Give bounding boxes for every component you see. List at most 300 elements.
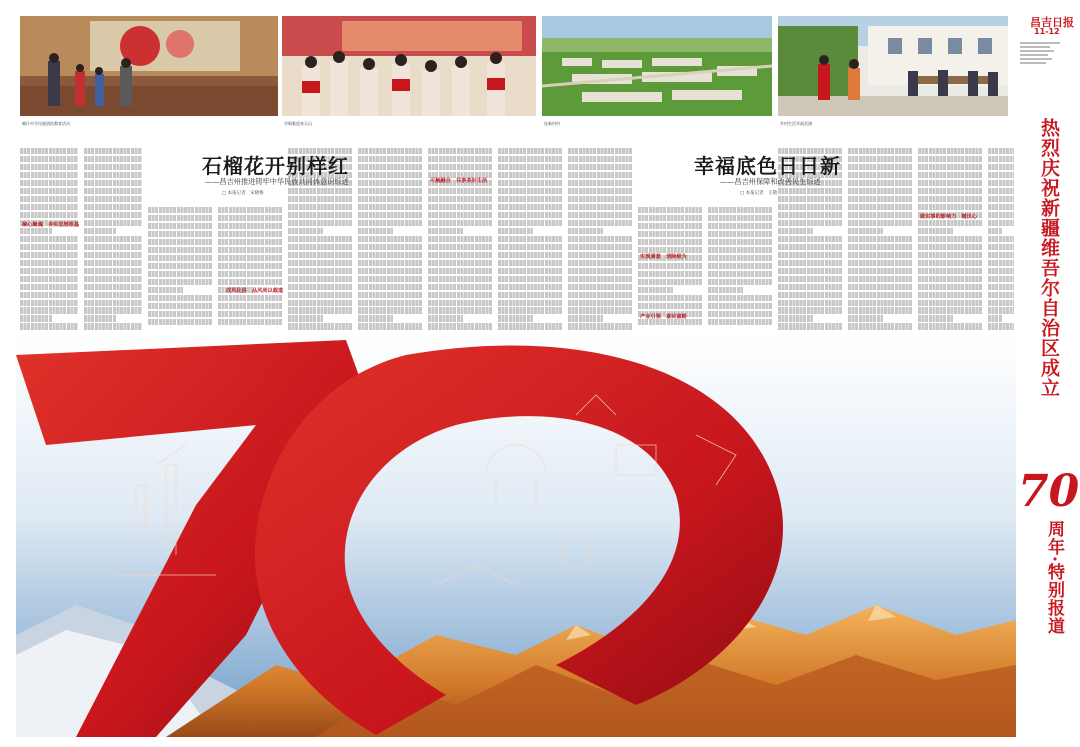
body-text-line: [288, 276, 352, 282]
body-text-line: [218, 207, 282, 213]
body-text-line: [498, 180, 562, 186]
body-text-line: [20, 244, 78, 250]
body-text-line: [708, 319, 772, 325]
body-text-line: [148, 231, 212, 237]
body-text-line: [288, 204, 352, 210]
body-text-line: [988, 260, 1014, 266]
body-text-line: [848, 252, 912, 258]
body-text-line: [288, 252, 352, 258]
body-text-line: [358, 252, 422, 258]
article1-section-head: 成风化俗 品风尚以载道: [226, 288, 284, 294]
body-text-line: [778, 236, 842, 242]
body-text-line: [84, 323, 142, 329]
body-text-line: [778, 212, 842, 218]
body-text-line: [568, 276, 632, 282]
photo-singing: [282, 16, 536, 116]
body-text-line: [20, 204, 78, 210]
body-text-line: [84, 204, 142, 210]
body-text-line: [428, 284, 492, 290]
body-text-line: [218, 223, 282, 229]
body-text-line: [288, 307, 352, 313]
body-text-line: [358, 315, 393, 321]
body-text-line: [988, 244, 1014, 250]
body-text-line: [218, 231, 282, 237]
body-text-line: [638, 295, 702, 301]
body-text-line: [778, 284, 842, 290]
body-text-line: [84, 252, 142, 258]
body-text-line: [218, 271, 282, 277]
body-text-line: [918, 284, 982, 290]
body-text-line: [708, 303, 772, 309]
body-text-line: [428, 315, 463, 321]
body-text-line: [988, 268, 1014, 274]
body-text-line: [498, 268, 562, 274]
body-text-line: [848, 196, 912, 202]
body-text-line: [148, 207, 212, 213]
body-text-line: [848, 204, 912, 210]
body-text-line: [568, 268, 632, 274]
body-text-line: [288, 196, 352, 202]
body-text-line: [848, 148, 912, 154]
body-text-line: [148, 247, 212, 253]
body-text-line: [848, 315, 883, 321]
body-text-line: [84, 212, 142, 218]
body-text-line: [218, 279, 282, 285]
body-text-line: [358, 212, 422, 218]
body-text-line: [988, 204, 1014, 210]
article2-column-6: [918, 146, 982, 331]
body-text-line: [778, 228, 813, 234]
body-text-line: [708, 239, 772, 245]
body-text-line: [778, 196, 842, 202]
body-text-line: [778, 307, 842, 313]
body-text-line: [988, 148, 1014, 154]
body-text-line: [428, 244, 492, 250]
body-text-line: [918, 180, 982, 186]
photo-village-aerial: [542, 16, 772, 116]
body-text-line: [988, 284, 1014, 290]
body-text-line: [288, 323, 352, 329]
body-text-line: [778, 276, 842, 282]
article2-section-head: 做实事的影响力 暖民心: [920, 214, 978, 220]
body-text-line: [778, 220, 842, 226]
body-text-line: [288, 284, 352, 290]
body-text-line: [498, 300, 562, 306]
body-text-line: [20, 268, 78, 274]
body-text-line: [708, 311, 772, 317]
body-text-line: [918, 323, 982, 329]
body-text-line: [568, 284, 632, 290]
body-text-line: [848, 164, 912, 170]
body-text-line: [568, 260, 632, 266]
body-text-line: [918, 228, 953, 234]
body-text-line: [358, 156, 422, 162]
body-text-line: [568, 236, 632, 242]
body-text-line: [708, 287, 743, 293]
body-text-line: [568, 188, 632, 194]
body-text-line: [428, 292, 492, 298]
body-text-line: [358, 172, 422, 178]
body-text-line: [218, 239, 282, 245]
body-text-line: [848, 260, 912, 266]
body-text-line: [428, 228, 463, 234]
body-text-line: [428, 188, 492, 194]
body-text-line: [568, 307, 632, 313]
body-text-line: [358, 323, 422, 329]
body-text-line: [778, 315, 813, 321]
body-text-line: [148, 295, 212, 301]
body-text-line: [498, 172, 562, 178]
article2-section-head: 产业引领 富民富路: [640, 314, 687, 320]
body-text-line: [638, 287, 673, 293]
body-text-line: [288, 228, 323, 234]
body-text-line: [148, 239, 212, 245]
body-text-line: [638, 239, 702, 245]
article1-column-8: [498, 146, 562, 331]
body-text-line: [918, 244, 982, 250]
body-text-line: [778, 300, 842, 306]
body-text-line: [84, 315, 116, 321]
body-text-line: [918, 196, 982, 202]
body-text-line: [988, 323, 1014, 329]
body-text-line: [848, 180, 912, 186]
body-text-line: [148, 255, 212, 261]
body-text-line: [84, 172, 142, 178]
body-text-line: [20, 307, 78, 313]
body-text-line: [20, 300, 78, 306]
article1-section-head: 凝心聚魂 夯实思想根基: [22, 222, 80, 228]
body-text-line: [358, 196, 422, 202]
body-text-line: [498, 188, 562, 194]
body-text-line: [848, 156, 912, 162]
body-text-line: [84, 164, 142, 170]
body-text-line: [568, 252, 632, 258]
body-text-line: [288, 220, 352, 226]
body-text-line: [988, 307, 1014, 313]
article1-column-2: [84, 146, 142, 331]
body-text-line: [778, 188, 842, 194]
body-text-line: [988, 228, 1002, 234]
body-text-line: [20, 148, 78, 154]
body-text-line: [84, 300, 142, 306]
body-text-line: [20, 292, 78, 298]
body-text-line: [568, 172, 632, 178]
body-text-line: [918, 300, 982, 306]
body-text-line: [848, 268, 912, 274]
body-text-line: [638, 223, 702, 229]
body-text-line: [84, 228, 116, 234]
body-text-line: [638, 247, 702, 253]
body-text-line: [428, 276, 492, 282]
article2-byline: □ 本报记者 王敬: [740, 191, 778, 196]
body-text-line: [568, 180, 632, 186]
body-text-line: [218, 247, 282, 253]
body-text-line: [148, 223, 212, 229]
body-text-line: [638, 271, 702, 277]
body-text-line: [988, 276, 1014, 282]
body-text-line: [568, 228, 603, 234]
article2-column-7: [988, 146, 1014, 331]
body-text-line: [358, 300, 422, 306]
body-text-line: [918, 188, 982, 194]
body-text-line: [988, 196, 1014, 202]
body-text-line: [218, 215, 282, 221]
body-text-line: [498, 260, 562, 266]
body-text-line: [988, 164, 1014, 170]
body-text-line: [848, 236, 912, 242]
body-text-line: [778, 244, 842, 250]
body-text-line: [638, 303, 702, 309]
body-text-line: [358, 244, 422, 250]
special-title-line1: 热烈庆祝新疆维吾尔自治区成立: [1038, 118, 1060, 398]
body-text-line: [20, 276, 78, 282]
body-text-line: [288, 260, 352, 266]
body-text-line: [988, 252, 1014, 258]
body-text-line: [848, 307, 912, 313]
photo-caption: 学唱歌迎来天山: [284, 121, 312, 126]
body-text-line: [428, 323, 492, 329]
body-text-line: [848, 284, 912, 290]
body-text-line: [218, 319, 282, 325]
body-text-line: [918, 307, 982, 313]
body-text-line: [778, 204, 842, 210]
anniversary-artwork: [16, 335, 1016, 737]
body-text-line: [568, 292, 632, 298]
body-text-line: [918, 292, 982, 298]
body-text-line: [988, 236, 1014, 242]
body-text-line: [708, 247, 772, 253]
body-text-line: [498, 164, 562, 170]
body-text-line: [84, 284, 142, 290]
body-text-line: [20, 260, 78, 266]
body-text-line: [20, 323, 78, 329]
body-text-line: [218, 263, 282, 269]
article2-headline: 幸福底色日日新: [694, 154, 841, 178]
masthead-info-lines: [1020, 40, 1068, 66]
body-text-line: [498, 323, 562, 329]
body-text-line: [568, 315, 603, 321]
body-text-line: [84, 156, 142, 162]
body-text-line: [498, 228, 533, 234]
special-70: 70: [1018, 466, 1080, 517]
body-text-line: [778, 323, 842, 329]
body-text-line: [428, 164, 492, 170]
body-text-line: [498, 315, 533, 321]
body-text-line: [84, 260, 142, 266]
body-text-line: [148, 311, 212, 317]
body-text-line: [218, 255, 282, 261]
body-text-line: [428, 212, 492, 218]
body-text-line: [358, 188, 422, 194]
body-text-line: [498, 252, 562, 258]
body-text-line: [568, 300, 632, 306]
body-text-line: [708, 231, 772, 237]
body-text-line: [148, 215, 212, 221]
body-text-line: [568, 204, 632, 210]
article1-subtitle: ——昌吉州推进铸牢中华民族共同体意识综述: [205, 177, 349, 186]
body-text-line: [848, 220, 912, 226]
body-text-line: [498, 292, 562, 298]
body-text-line: [918, 156, 982, 162]
body-text-line: [918, 220, 982, 226]
body-text-line: [498, 196, 562, 202]
body-text-line: [20, 164, 78, 170]
body-text-line: [918, 315, 953, 321]
body-text-line: [988, 188, 1014, 194]
body-text-line: [498, 276, 562, 282]
body-text-line: [148, 319, 212, 325]
body-text-line: [84, 276, 142, 282]
body-text-line: [20, 236, 78, 242]
body-text-line: [358, 307, 422, 313]
body-text-line: [848, 172, 912, 178]
body-text-line: [288, 315, 323, 321]
body-text-line: [498, 284, 562, 290]
body-text-line: [568, 212, 632, 218]
article2-column-1: [568, 146, 632, 331]
photo-village-life: [778, 16, 1008, 116]
body-text-line: [918, 204, 982, 210]
body-text-line: [568, 244, 632, 250]
body-text-line: [20, 172, 78, 178]
body-text-line: [20, 315, 52, 321]
body-text-line: [428, 220, 492, 226]
body-text-line: [848, 188, 912, 194]
article1-section-head: 可触融合 共享美好生活: [430, 178, 488, 184]
body-text-line: [288, 236, 352, 242]
special-title-line2: 周年·特别报道: [1044, 520, 1064, 635]
body-text-line: [358, 228, 393, 234]
body-text-line: [848, 323, 912, 329]
body-text-line: [638, 207, 702, 213]
body-text-line: [498, 204, 562, 210]
article1-column-6: [358, 146, 422, 331]
body-text-line: [708, 279, 772, 285]
article1-headline: 石榴花开别样红: [202, 154, 349, 178]
body-text-line: [498, 156, 562, 162]
body-text-line: [358, 148, 422, 154]
body-text-line: [84, 236, 142, 242]
body-text-line: [708, 215, 772, 221]
body-text-line: [428, 268, 492, 274]
body-text-line: [988, 220, 1014, 226]
body-text-line: [84, 307, 142, 313]
body-text-line: [84, 220, 142, 226]
body-text-line: [988, 292, 1014, 298]
body-text-line: [848, 276, 912, 282]
body-text-line: [288, 212, 352, 218]
body-text-line: [358, 276, 422, 282]
body-text-line: [778, 292, 842, 298]
body-text-line: [20, 196, 78, 202]
body-text-line: [988, 172, 1014, 178]
body-text-line: [20, 284, 78, 290]
body-text-line: [568, 220, 632, 226]
photo-caption: 乡村生活幸福美满: [780, 121, 812, 126]
article1-column-4: [218, 205, 282, 331]
article1-column-3: [148, 205, 212, 331]
page-numbers: 11-12: [1034, 27, 1060, 36]
body-text-line: [218, 311, 282, 317]
body-text-line: [288, 188, 352, 194]
body-text-line: [848, 244, 912, 250]
body-text-line: [778, 260, 842, 266]
body-text-line: [20, 188, 78, 194]
body-text-line: [498, 244, 562, 250]
body-text-line: [848, 300, 912, 306]
body-text-line: [708, 223, 772, 229]
body-text-line: [84, 268, 142, 274]
body-text-line: [84, 180, 142, 186]
body-text-line: [918, 164, 982, 170]
body-text-line: [358, 180, 422, 186]
body-text-line: [288, 300, 352, 306]
body-text-line: [918, 268, 982, 274]
body-text-line: [288, 292, 352, 298]
body-text-line: [20, 212, 78, 218]
body-text-line: [218, 295, 282, 301]
body-text-line: [148, 263, 212, 269]
body-text-line: [20, 180, 78, 186]
body-text-line: [498, 212, 562, 218]
body-text-line: [568, 148, 632, 154]
body-text-line: [428, 252, 492, 258]
body-text-line: [708, 271, 772, 277]
article2-column-3: [708, 205, 772, 331]
body-text-line: [358, 220, 422, 226]
body-text-line: [988, 300, 1014, 306]
photo-caption: 喀什中学民族团结教育活动: [22, 121, 70, 126]
body-text-line: [84, 188, 142, 194]
article2-subtitle: ——昌吉州保障和改善民生综述: [720, 177, 821, 186]
body-text-line: [428, 156, 492, 162]
body-text-line: [20, 156, 78, 162]
body-text-line: [428, 307, 492, 313]
body-text-line: [288, 244, 352, 250]
body-text-line: [20, 252, 78, 258]
body-text-line: [498, 236, 562, 242]
article1-column-7: [428, 146, 492, 331]
body-text-line: [568, 156, 632, 162]
body-text-line: [918, 236, 982, 242]
body-text-line: [148, 279, 212, 285]
body-text-line: [988, 180, 1014, 186]
body-text-line: [428, 236, 492, 242]
body-text-line: [358, 260, 422, 266]
body-text-line: [428, 260, 492, 266]
body-text-line: [148, 287, 183, 293]
body-text-line: [708, 255, 772, 261]
body-text-line: [428, 300, 492, 306]
article2-section-head: 实现满意 消除极为: [640, 254, 687, 260]
body-text-line: [148, 303, 212, 309]
body-text-line: [638, 231, 702, 237]
body-text-line: [778, 268, 842, 274]
body-text-line: [358, 292, 422, 298]
article2-column-5: [848, 146, 912, 331]
body-text-line: [358, 236, 422, 242]
body-text-line: [358, 284, 422, 290]
body-text-line: [708, 263, 772, 269]
body-text-line: [428, 148, 492, 154]
body-text-line: [778, 252, 842, 258]
body-text-line: [918, 172, 982, 178]
body-text-line: [988, 315, 1002, 321]
body-text-line: [918, 148, 982, 154]
body-text-line: [20, 228, 52, 234]
body-text-line: [498, 307, 562, 313]
body-text-line: [848, 228, 883, 234]
